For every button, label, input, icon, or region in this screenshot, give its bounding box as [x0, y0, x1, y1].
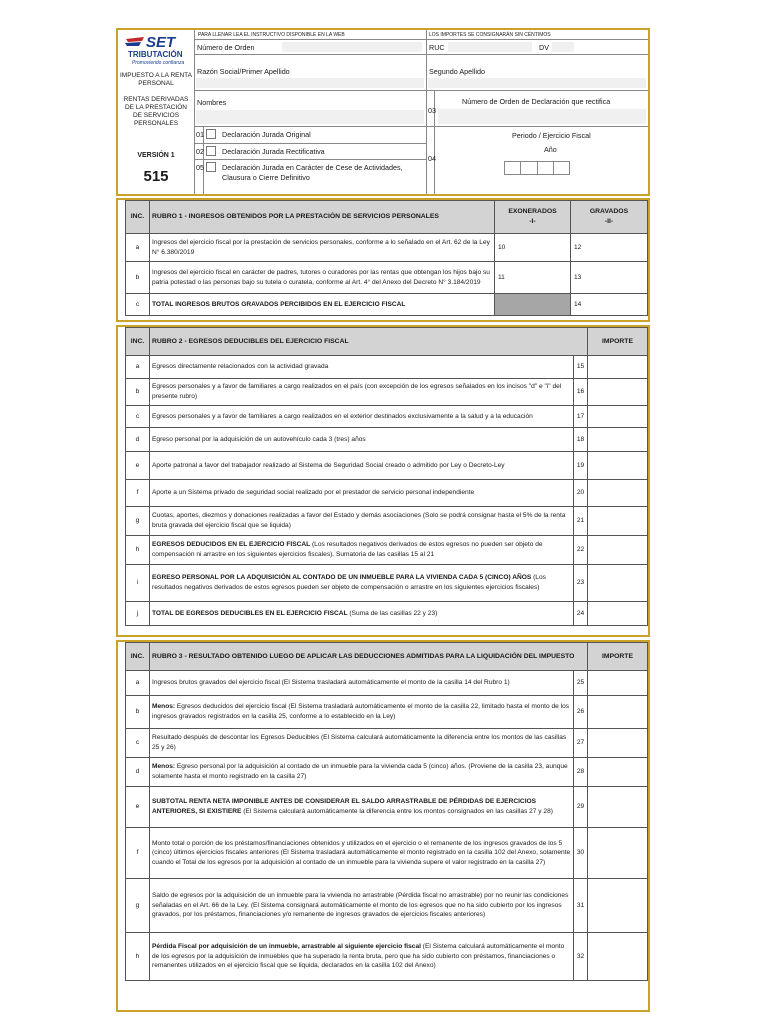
order-number-field[interactable] [282, 42, 422, 52]
rubro-3-header [126, 643, 648, 671]
business-name-label: Razón Social/Primer Apellido [197, 67, 290, 76]
inc-letter: b [126, 696, 150, 729]
opt-05-label: Declaración Jurada en Carácter de Cese de Actividades, Clausura o Cierre Definitivo [222, 163, 403, 182]
row-description-bold: EGRESO PERSONAL POR LA ADQUISICIÓN AL CONTADO DE UN INMUEBLE PARA LA VIVIENDA CADA 5 (CINCO) AÑOS [152, 574, 532, 582]
row-description-bold: Menos: [152, 703, 176, 711]
box-29-field[interactable] [588, 787, 648, 828]
opt-01-label: Declaración Jurada Original [222, 130, 311, 139]
table-row [126, 879, 648, 933]
set-flag-icon [124, 36, 146, 48]
table-row [126, 758, 648, 787]
box-32-field[interactable] [588, 933, 648, 981]
box-number: 27 [574, 729, 588, 758]
inc-letter: b [126, 379, 150, 406]
rubro-2-header [126, 328, 648, 356]
table-row [126, 406, 648, 428]
box-number: 17 [574, 406, 588, 428]
year-label: Año [544, 145, 557, 154]
opt-02-label: Declaración Jurada Rectificativa [222, 147, 325, 156]
table-row [126, 565, 648, 602]
names-label: Nombres [197, 98, 227, 107]
box-number: 15 [574, 356, 588, 379]
row-description-rest: Egreso personal por la adquisición al contado de un inmueble para la vivienda cada 5 (cinco) años. (Proviene de la casilla 23, aunque solamente hasta el monto registrado en la casilla 27) [152, 763, 568, 780]
row-description-rest: (Los resultados negativos derivados de estos egresos no pueden ser objeto de compensación ni arrastre en los siguientes ejercicios fiscales). Sumatoria de las casillas 15 al 21 [152, 541, 543, 558]
row-description-rest: Saldo de egresos por la adquisición de un inmueble para la vivienda no arrastrable (Pérdida fiscal no arrastrable) por no reunir las condiciones señaladas en el Art. 66 de la Ley. (El Sistema consignará automáticamente el monto de los egresos que no ha sido cubierto por los ingresos gravados, por los préstamos, financiaciones y/o remanente de ingresos gravados de ejercicios fiscales anteriores) [152, 892, 569, 919]
order-number-label: Número de Orden [197, 43, 255, 52]
box-number: 30 [574, 828, 588, 879]
box-number: 20 [574, 480, 588, 507]
box-number: 31 [574, 879, 588, 933]
table-row [126, 234, 648, 262]
box-30-field[interactable] [588, 828, 648, 879]
box-11[interactable]: 11 [495, 262, 571, 294]
row-description-bold: Menos: [152, 763, 176, 771]
box-number: 29 [574, 787, 588, 828]
box-number: 26 [574, 696, 588, 729]
ruc-field[interactable] [448, 42, 532, 52]
box-21-field[interactable] [588, 507, 648, 536]
row-description: Egreso personal por la adquisición de un autovehículo cada 3 (tres) años [150, 428, 574, 452]
ruc-label: RUC [429, 43, 445, 52]
table-row [126, 379, 648, 406]
rubro-1-col-gravados [571, 201, 648, 234]
names-field[interactable] [196, 110, 424, 124]
row-description-rest: Monto total o porción de los préstamos/financiaciones obtenidos y utilizados en el ejercicio o el remanente de los ingresos gravados de los 5 (cinco) últimos ejercicios fiscales anteriores (El Sistema trasladará automáticamente el monto registrado en la casilla 102 del Anexo, solamente cuando el Total de los egresos por la adquisición al contado de un inmueble para la vivienda supere el valor registrado en la casilla 27) [152, 839, 571, 866]
inc-letter: e [126, 452, 150, 480]
box-22-field[interactable] [588, 536, 648, 565]
box-18-field[interactable] [588, 428, 648, 452]
row-description: Egresos directamente relacionados con la actividad gravada [150, 356, 574, 379]
box-23-field[interactable] [588, 565, 648, 602]
opt-05-checkbox[interactable] [206, 162, 216, 172]
inc-letter: a [126, 234, 150, 262]
row-description [150, 933, 574, 981]
inc-letter: c [126, 729, 150, 758]
version-label: VERSIÓN 1 [137, 152, 175, 159]
inc-letter: a [126, 671, 150, 696]
box-number: 22 [574, 536, 588, 565]
row-description [150, 828, 574, 879]
row-description-rest: Egresos deducidos del ejercicio fiscal (El Sistema trasladará automáticamente el monto de la casilla 22, limitado hasta el monto de los ingresos gravados registrados en la casilla 25, conforme a lo establecido en la Ley) [152, 703, 570, 720]
row-description [150, 879, 574, 933]
box-25-field[interactable] [588, 671, 648, 696]
inc-letter: g [126, 879, 150, 933]
inc-letter: a [126, 356, 150, 379]
table-row [126, 428, 648, 452]
business-name-field[interactable] [196, 78, 424, 88]
amounts-note: LOS IMPORTES SE CONSIGNARÁN SIN CÉNTIMOS [429, 32, 551, 38]
box-number: 16 [574, 379, 588, 406]
inc-letter: i [126, 565, 150, 602]
row-description: Ingresos del ejercicio fiscal por la prestación de servicios personales, conforme a lo señalado en el Art. 62 de la Ley N° 6.380/2019 [150, 234, 495, 262]
rubro-1-header [126, 201, 648, 234]
tax-name: IMPUESTO A LA RENTA PERSONAL [120, 72, 193, 87]
table-row [126, 933, 648, 981]
table-row [126, 452, 648, 480]
table-row [126, 729, 648, 758]
second-surname-label: Segundo Apellido [429, 67, 485, 76]
table-row [126, 696, 648, 729]
box-31-field[interactable] [588, 879, 648, 933]
box-10[interactable]: 10 [495, 234, 571, 262]
box-13[interactable]: 13 [571, 262, 648, 294]
row-description: Aporte patronal a favor del trabajador realizado al Sistema de Seguridad Social creado o admitido por Ley o Decreto-Ley [150, 452, 574, 480]
box-15-field[interactable] [588, 356, 648, 379]
inc-letter: f [126, 480, 150, 507]
opt-02-checkbox[interactable] [206, 146, 216, 156]
inc-letter: h [126, 536, 150, 565]
row-description: Aporte a un Sistema privado de seguridad social realizado por el prestador de servicio personal independiente [150, 480, 574, 507]
table-row [126, 262, 648, 294]
box-03-label: 03 [428, 106, 436, 115]
inc-letter: h [126, 933, 150, 981]
box-24-field[interactable] [588, 602, 648, 626]
rubro-1-col-exonerados [495, 201, 571, 234]
row-description-bold: SUBTOTAL RENTA NETA IMPONIBLE ANTES DE CONSIDERAR EL SALDO ARRASTRABLE DE PÉRDIDAS DE EJERCICIOS ANTERIORES, SI EXISTIERE [152, 798, 537, 815]
set-logo [124, 34, 188, 64]
box-19-field[interactable] [588, 452, 648, 480]
inc-letter: j [126, 602, 150, 626]
rubro-2-title: RUBRO 2 - EGRESOS DEDUCIBLES DEL EJERCICIO FISCAL [150, 328, 588, 356]
rubro-2-table [125, 327, 648, 626]
box-number: 25 [574, 671, 588, 696]
inc-letter: e [126, 787, 150, 828]
form-number: 515 [143, 168, 169, 185]
table-row [126, 828, 648, 879]
rubro-3-importe-header: IMPORTE [588, 643, 648, 671]
table-row [126, 787, 648, 828]
inc-letter: c [126, 406, 150, 428]
box-disabled [495, 294, 571, 316]
exonerados-roman: -I- [529, 218, 536, 225]
form-header [116, 28, 650, 196]
period-label: Periodo / Ejercicio Fiscal [512, 131, 591, 140]
gravados-roman: -II- [604, 218, 614, 225]
tax-detail: RENTAS DERIVADAS DE LA PRESTACIÓN DE SERVICIOS PERSONALES [123, 96, 189, 127]
table-row [126, 536, 648, 565]
row-description-bold: Pérdida Fiscal por adquisición de un inmueble, arrastrable al siguiente ejercicio fiscal [152, 943, 421, 951]
row-description [150, 536, 574, 565]
row-description-rest: (El Sistema calculará automáticamente el monto de los egresos por la adquisición de inmuebles que ha superado la renta bruta, pero que ha sido cubierto con préstamos, financiaciones o remanentes utilizados en el ejercicio fiscal que se liquida, declarados en la casilla 102 del Anexo) [152, 943, 565, 970]
inc-letter: f [126, 828, 150, 879]
logo-name: TRIBUTACIÓN [128, 50, 183, 59]
rubro-3-inc-header: INC. [126, 643, 150, 671]
table-row [126, 602, 648, 626]
box-26-field[interactable] [588, 696, 648, 729]
row-description: TOTAL INGRESOS BRUTOS GRAVADOS PERCIBIDOS EN EL EJERCICIO FISCAL [150, 294, 495, 316]
row-description-bold: EGRESOS DEDUCIDOS EN EL EJERCICIO FISCAL [152, 541, 311, 549]
opt-01-num: 01 [196, 130, 204, 139]
row-description [150, 729, 574, 758]
opt-01-checkbox[interactable] [206, 129, 216, 139]
row-description [150, 671, 574, 696]
box-27-field[interactable] [588, 729, 648, 758]
box-number: 32 [574, 933, 588, 981]
row-description: Ingresos del ejercicio fiscal en carácter de padres, tutores o curadores por las rentas que obtengan los hijos bajo su patria potestad o las personas bajo su tutela o curatela, conforme al Art. 4° del Anexo del Decreto N° 3.184/2019 [150, 262, 495, 294]
table-row [126, 356, 648, 379]
inc-letter: g [126, 507, 150, 536]
rubro-2-inc-header: INC. [126, 328, 150, 356]
row-description-rest: (Suma de las casillas 22 y 23) [347, 609, 438, 617]
dv-field[interactable] [552, 42, 574, 52]
box-number: 19 [574, 452, 588, 480]
logo-column [118, 30, 195, 194]
row-description-bold: TOTAL DE EGRESOS DEDUCIBLES EN EL EJERCICIO FISCAL [152, 609, 348, 617]
rubro-1-title: RUBRO 1 - INGRESOS OBTENIDOS POR LA PRESTACIÓN DE SERVICIOS PERSONALES [150, 201, 495, 234]
box-16-field[interactable] [588, 379, 648, 406]
rectify-order-label: Número de Orden de Declaración que rectifica [462, 97, 611, 106]
row-description: Egresos personales y a favor de familiares a cargo realizados en el país (con excepción de los egresos señalados en los incisos "d" e "i" del presente rubro) [150, 379, 574, 406]
opt-05-num: 05 [196, 163, 204, 172]
box-number: 18 [574, 428, 588, 452]
box-number: 24 [574, 602, 588, 626]
logo-brand: SET [146, 34, 176, 51]
box-14[interactable]: 14 [571, 294, 648, 316]
row-description [150, 787, 574, 828]
table-row [126, 480, 648, 507]
row-description [150, 565, 574, 602]
row-description-rest: Resultado después de descontar los Egresos Deducibles (El Sistema calculará automáticamente la diferencia entre los montos de las casillas 25 y 26) [152, 734, 567, 751]
logo-tagline: Promoviendo confianza [132, 60, 185, 66]
row-description-rest: (Los resultados negativos derivados de estos egresos pueden ser objeto de compensación o arrastre en los siguientes ejercicios fiscales) [152, 574, 546, 591]
inc-letter: d [126, 428, 150, 452]
row-description-rest: (El Sistema calculará automáticamente la diferencia entre los montos consignados en las casillas 27 y 28) [241, 808, 553, 815]
row-description [150, 602, 574, 626]
rubro-1-table [125, 200, 648, 316]
opt-02-num: 02 [196, 147, 204, 156]
row-description: Egresos personales y a favor de familiares a cargo realizados en el exterior destinados exclusivamente a la salud y a la educación [150, 406, 574, 428]
box-number: 21 [574, 507, 588, 536]
row-description [150, 758, 574, 787]
rubro-3-title: RUBRO 3 - RESULTADO OBTENIDO LUEGO DE APLICAR LAS DEDUCCIONES ADMITIDAS PARA LA LIQUIDACIÓN DEL IMPUESTO [150, 643, 588, 671]
rectify-order-field[interactable] [438, 109, 646, 124]
box-12[interactable]: 12 [571, 234, 648, 262]
inc-letter: b [126, 262, 150, 294]
row-description: Cuotas, aportes, diezmos y donaciones realizadas a favor del Estado y demás asociaciones (Solo se podrá consignar hasta el 5% de la renta bruta gravada del ejercicio fiscal que se liquida) [150, 507, 574, 536]
year-field[interactable] [504, 161, 570, 175]
second-surname-field[interactable] [428, 78, 646, 88]
box-04-label: 04 [428, 154, 436, 163]
exonerados-label: EXONERADOS [508, 208, 557, 216]
gravados-label: GRAVADOS [589, 208, 629, 216]
table-row [126, 671, 648, 696]
rubro-3-table [125, 642, 648, 981]
table-row [126, 294, 648, 316]
box-number: 23 [574, 565, 588, 602]
rubro-1-inc-header: INC. [126, 201, 150, 234]
row-description [150, 696, 574, 729]
box-17-field[interactable] [588, 406, 648, 428]
box-28-field[interactable] [588, 758, 648, 787]
box-20-field[interactable] [588, 480, 648, 507]
row-description-rest: Ingresos brutos gravados del ejercicio fiscal (El Sistema trasladará automáticamente el monto de la casilla 14 del Rubro 1) [152, 679, 510, 687]
dv-label: DV [539, 43, 549, 52]
instruction-note: PARA LLENAR LEA EL INSTRUCTIVO DISPONIBLE EN LA WEB [198, 32, 345, 38]
inc-letter: c [126, 294, 150, 316]
rubro-2-importe-header: IMPORTE [588, 328, 648, 356]
table-row [126, 507, 648, 536]
inc-letter: d [126, 758, 150, 787]
box-number: 28 [574, 758, 588, 787]
